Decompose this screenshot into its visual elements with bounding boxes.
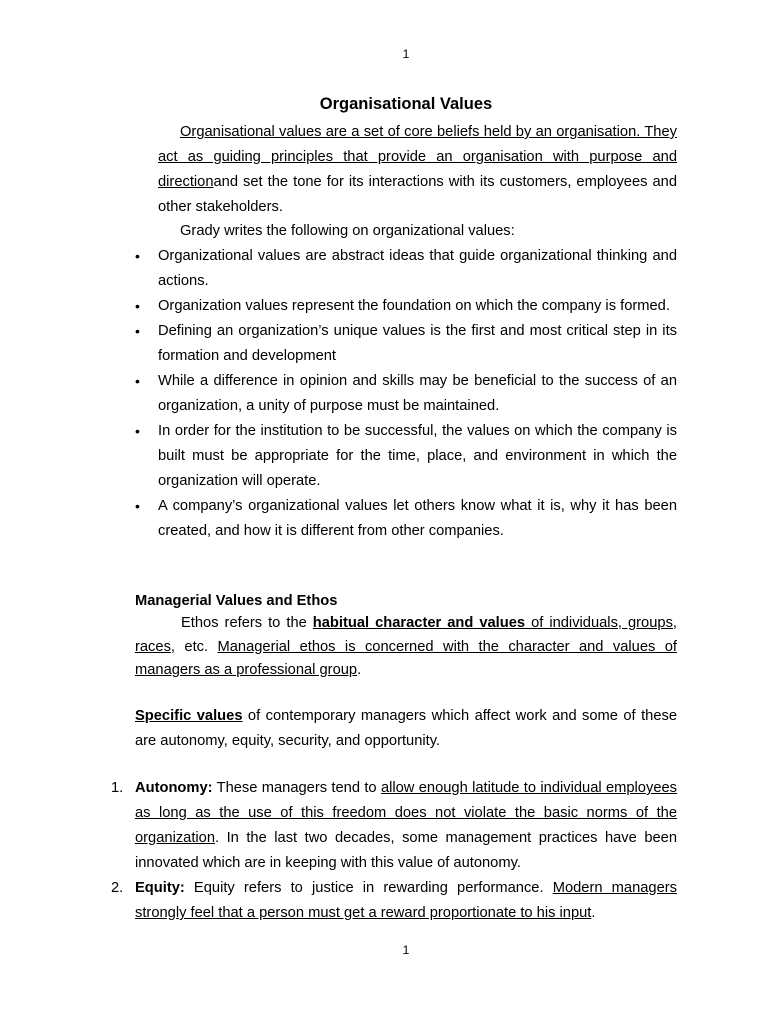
specific-values-text: of contemporary managers which affect work and some of these are autonomy, equity, security, and opportunity. (135, 708, 678, 749)
list-item-text: . In the last two decades, some management practices have been innovated which are in keeping with this value of autonomy. (135, 830, 677, 871)
list-item-underlined: allow enough latitude to individual employees as long as the use of this freedom does not violate the basic norms of the organization (135, 780, 678, 846)
values-bullet-list (135, 244, 677, 544)
bullet-icon: • (135, 323, 140, 339)
intro-rest-text: and set the tone for its interactions with its customers, employees and other stakeholders. (158, 174, 677, 215)
list-item (135, 494, 677, 544)
specific-values-numbered-list (111, 776, 678, 926)
list-item-text: While a difference in opinion and skills may be beneficial to the success of an organization, a unity of purpose must be maintained. (158, 373, 677, 414)
ethos-text-3: , etc. (170, 638, 218, 655)
list-item-text: Equity refers to justice in rewarding performance. (184, 880, 553, 896)
list-item-text: These managers tend to (212, 780, 381, 796)
specific-values-paragraph (135, 704, 677, 753)
list-item (135, 294, 677, 319)
list-item (135, 244, 677, 294)
list-item-text: Organizational values are abstract ideas that guide organizational thinking and actions. (158, 248, 677, 289)
bullet-icon: • (135, 373, 140, 389)
list-item-label: Equity: (135, 880, 185, 896)
section-heading-text: Managerial Values and Ethos (135, 593, 338, 609)
ethos-text-1: Ethos refers to the (181, 615, 313, 631)
list-item (111, 776, 678, 876)
list-item-underlined: Modern managers strongly feel that a person must get a reward proportionate to his input (135, 880, 677, 921)
ethos-text-2: of individuals, groups, races (135, 615, 677, 655)
grady-text: Grady writes the following on organizational values: (180, 223, 515, 239)
grady-line (180, 219, 677, 244)
bullet-icon: • (135, 248, 140, 264)
list-item-text: Defining an organization’s unique values is the first and most critical step in its formation and development (158, 323, 677, 364)
list-item-label: Autonomy: (135, 780, 213, 796)
list-item-text: Organization values represent the foundation on which the company is formed. (158, 298, 670, 314)
list-number: 2. (111, 880, 124, 896)
list-item-text: In order for the institution to be successful, the values on which the company is built must be appropriate for the time, place, and environment in which the organization will operate. (158, 423, 677, 489)
list-number: 1. (111, 780, 124, 796)
ethos-text-4: . (357, 662, 362, 678)
list-item (135, 419, 677, 494)
ethos-paragraph (135, 612, 677, 683)
list-item (111, 876, 677, 926)
list-item-text: A company’s organizational values let others know what it is, why it has been created, and how it is different from other companies. (158, 498, 677, 539)
intro-paragraph (158, 120, 677, 220)
list-item (135, 319, 677, 369)
page-number-bottom: 1 (402, 943, 410, 957)
ethos-bold-underline: habitual character and values (312, 615, 526, 631)
intro-underlined-text: Organisational values are a set of core beliefs held by an organisation. They act as guiding principles that provide an organisation with purpose and direction (158, 124, 677, 190)
bullet-icon: • (135, 298, 140, 314)
ethos-underline-2: Managerial ethos is concerned with the character and values of managers as a professional group (135, 638, 677, 678)
page-number-top: 1 (402, 47, 410, 61)
list-item-text: . (591, 905, 596, 921)
section-heading (135, 590, 677, 612)
specific-values-label: Specific values (135, 708, 243, 724)
bullet-icon: • (135, 423, 140, 439)
list-item (135, 369, 677, 419)
document-title: Organisational Values (319, 95, 493, 113)
bullet-icon: • (135, 498, 140, 514)
